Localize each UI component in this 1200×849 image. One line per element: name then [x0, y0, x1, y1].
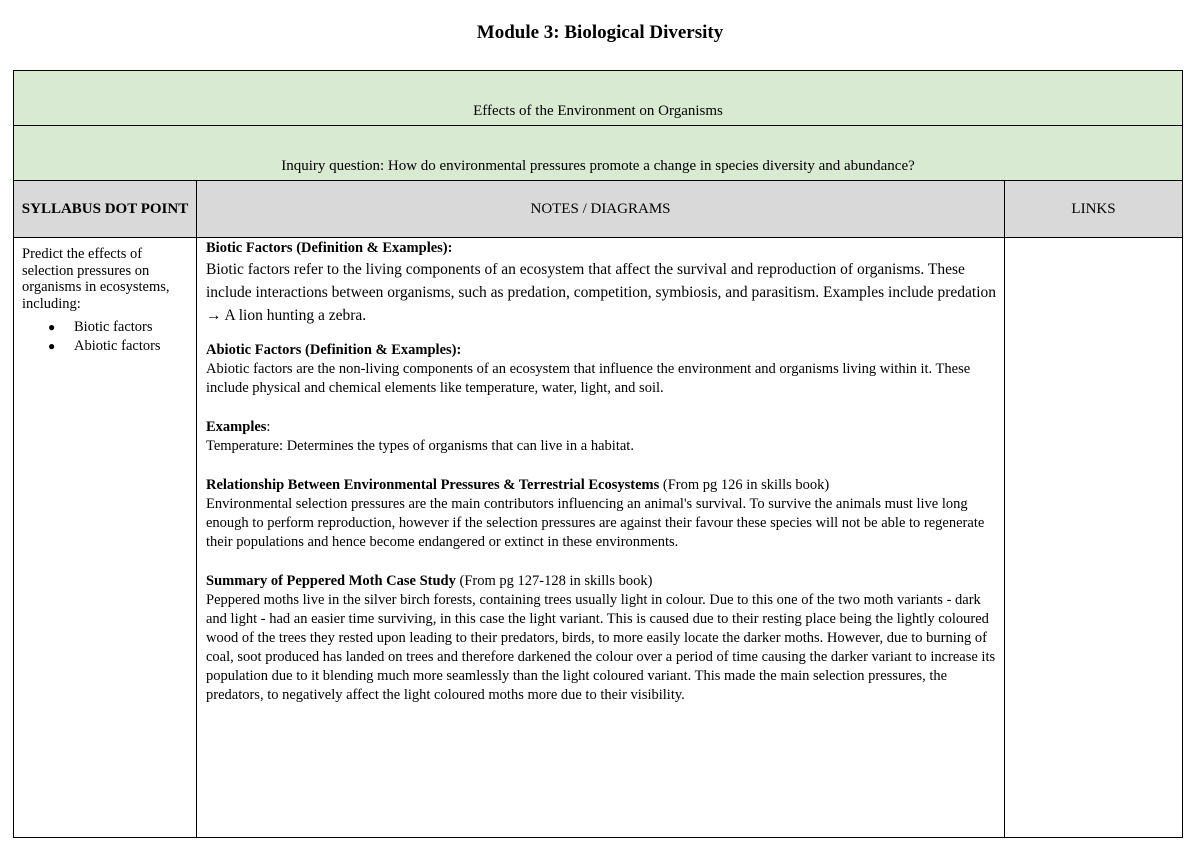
inquiry-question: Inquiry question: How do environmental pressures promote a change in species diversity and abundance? — [281, 157, 915, 174]
topic-heading: Effects of the Environment on Organisms — [473, 102, 723, 119]
syllabus-cell — [14, 238, 197, 838]
examples-colon: : — [266, 419, 271, 435]
abiotic-section — [206, 341, 998, 398]
relationship-text: Environmental selection pressures are the main contributors influencing an animal's survival. To survive the animals must live long enough to perform reproduction, however if the selection pressures are against their favour these species will not be able to regenerate their populations and hence become endangered or extinct in these environments. — [206, 496, 985, 550]
links-header: LINKS — [1005, 181, 1183, 238]
examples-section — [206, 418, 998, 456]
syllabus-bullets — [22, 318, 190, 356]
abiotic-heading: Abiotic Factors (Definition & Examples): — [206, 342, 462, 358]
notes-cell — [197, 238, 1005, 838]
moth-heading: Summary of Peppered Moth Case Study — [206, 573, 456, 589]
moth-text: Peppered moths live in the silver birch forests, containing trees usually light in colour. Due to this one of the two moth variants - dark and light - had an easier time surviving, in this case the light variant. This is caused due to their resting place being the lightly coloured wood of the trees they rested upon leading to their predators, birds, to more easily locate the darker moths. However, due to burning of coal, soot produced has landed on trees and therefore darkened the colour over a period of time causing the darker variant to increase its population due to it blending much more seamlessly than the light coloured variant. This made the main selection pressures, the predators, to negatively affect the light coloured moths more due to their visibility. — [206, 592, 996, 703]
biotic-text: Biotic factors refer to the living components of an ecosystem that affect the survival and reproduction of organisms. These include interactions between organisms, such as predation, competition, symbiosis, and parasitism. Examples include predation → A lion hunting a zebra. — [206, 261, 997, 324]
syllabus-intro: Predict the effects of selection pressures on organisms in ecosystems, including: — [22, 246, 170, 312]
examples-heading: Examples — [206, 419, 267, 435]
abiotic-text: Abiotic factors are the non-living components of an ecosystem that influence the environment and organisms living within it. These include physical and chemical elements like temperature, water, light, and soil. — [206, 361, 971, 396]
notes-header: NOTES / DIAGRAMS — [197, 181, 1005, 238]
topic-banner — [14, 71, 1183, 126]
inquiry-banner — [14, 126, 1183, 181]
moth-source: (From pg 127-128 in skills book) — [455, 573, 653, 589]
list-item: ● Biotic factors — [74, 318, 190, 337]
biotic-heading: Biotic Factors (Definition & Examples): — [206, 240, 453, 256]
biotic-section — [206, 239, 998, 327]
moth-section — [206, 572, 998, 705]
relationship-source: (From pg 126 in skills book) — [659, 477, 830, 493]
syllabus-header: SYLLABUS DOT POINT — [14, 181, 197, 238]
relationship-section — [206, 476, 998, 552]
list-item: ● Abiotic factors — [74, 337, 190, 356]
relationship-heading: Relationship Between Environmental Pressures & Terrestrial Ecosystems — [206, 477, 660, 493]
examples-text: Temperature: Determines the types of organisms that can live in a habitat. — [206, 438, 634, 454]
page-title: Module 3: Biological Diversity — [476, 22, 724, 43]
notes-table — [13, 70, 1183, 838]
links-cell — [1005, 238, 1183, 838]
